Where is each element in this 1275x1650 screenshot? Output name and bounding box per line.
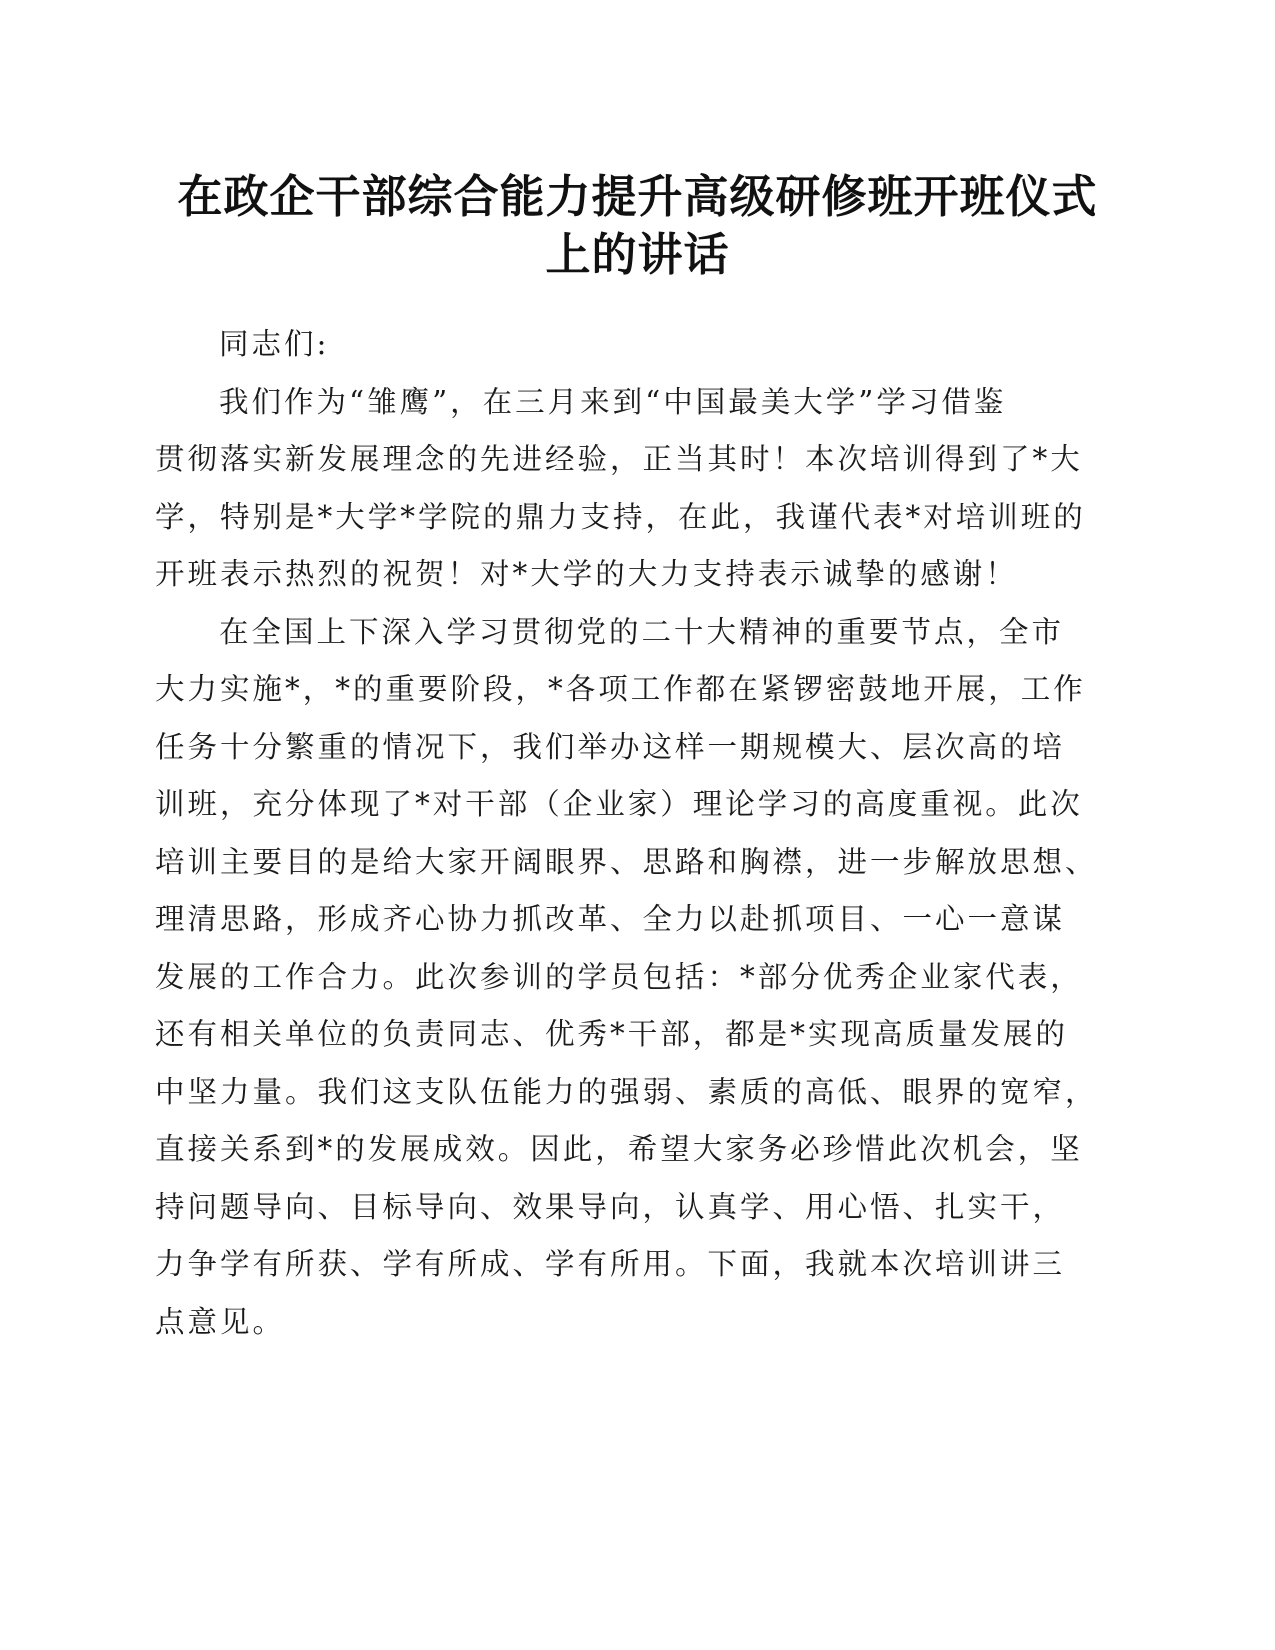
paragraph-line: 训班，充分体现了*对干部（企业家）理论学习的高度重视。此次	[155, 787, 1083, 821]
title-line-2: 上的讲话	[545, 228, 730, 281]
paragraph-line: 学，特别是*大学*学院的鼎力支持，在此，我谨代表*对培训班的	[155, 499, 1086, 534]
paragraph-line: 还有相关单位的负责同志、优秀*干部，都是*实现高质量发展的	[155, 1017, 1069, 1051]
paragraph-line: 直接关系到*的发展成效。因此，希望大家务必珍惜此次机会，坚	[155, 1132, 1083, 1166]
title-line-1: 在政企干部综合能力提升高级研修班开班仪式	[177, 170, 1098, 223]
document-body	[155, 316, 1100, 1351]
paragraph-line: 大力实施*，*的重要阶段，*各项工作都在紧锣密鼓地开展，工作	[155, 672, 1086, 706]
paragraph-line: 点意见。	[155, 1304, 286, 1339]
paragraph-line: 培训主要目的是给大家开阔眼界、思路和胸襟，进一步解放思想、	[155, 844, 1098, 879]
paragraph-2	[155, 604, 1100, 1352]
paragraph-line: 理清思路，形成齐心协力抓改革、全力以赴抓项目、一心一意谋	[155, 902, 1066, 936]
paragraph-line: 发展的工作合力。此次参训的学员包括：*部分优秀企业家代表，	[155, 959, 1083, 994]
paragraph-line: 贯彻落实新发展理念的先进经验，正当其时！本次培训得到了*大	[155, 442, 1083, 476]
paragraph-line: 中坚力量。我们这支队伍能力的强弱、素质的高低、眼界的宽窄，	[155, 1074, 1098, 1109]
paragraph-1	[155, 374, 1100, 604]
document-title	[150, 168, 1125, 284]
salutation: 同志们:	[219, 327, 330, 361]
paragraph-line: 开班表示热烈的祝贺！对*大学的大力支持表示诚挚的感谢！	[155, 557, 1018, 591]
paragraph-line: 在全国上下深入学习贯彻党的二十大精神的重要节点，全市	[219, 614, 1065, 649]
paragraph-line: 持问题导向、目标导向、效果导向，认真学、用心悟、扎实干，	[155, 1189, 1066, 1224]
paragraph-line: 力争学有所获、学有所成、学有所用。下面，我就本次培训讲三	[155, 1247, 1066, 1281]
paragraph-line: 任务十分繁重的情况下，我们举办这样一期规模大、层次高的培	[155, 729, 1066, 764]
paragraph-line: 我们作为“雏鹰”，在三月来到“中国最美大学”学习借鉴	[219, 384, 1007, 419]
